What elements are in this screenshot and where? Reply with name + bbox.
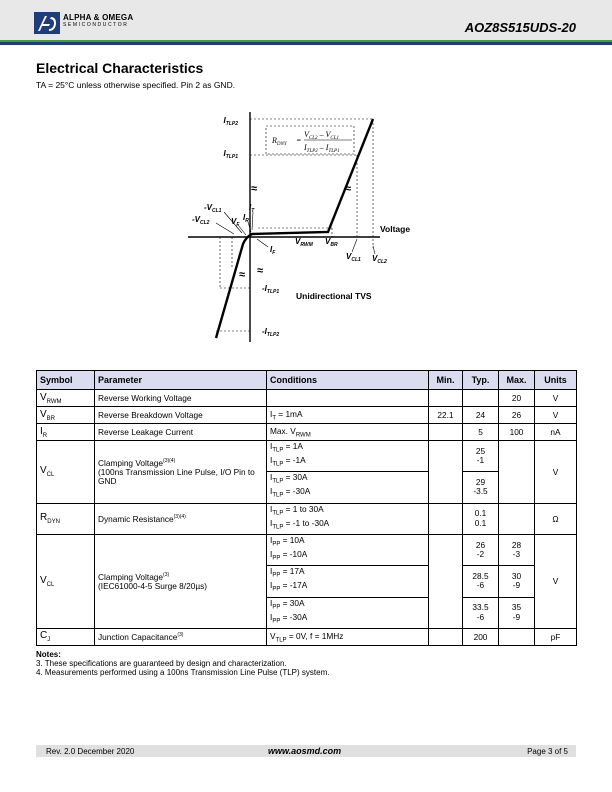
cell-typ: 26 -2 bbox=[463, 534, 499, 565]
cell-conditions: $V_{TLP} = 0V$, f = 1MHz bbox=[267, 628, 429, 645]
cell-typ: 29 -3.5 bbox=[463, 472, 499, 503]
footer-website[interactable]: www.aosmd.com bbox=[268, 746, 342, 756]
cell-min bbox=[429, 441, 463, 504]
cell-conditions: Max. $V_{RWM}$ bbox=[267, 424, 429, 441]
note-3: 3. These specifications are guaranteed by design and characterization. bbox=[36, 659, 287, 668]
cell-typ: 0.1 0.1 bbox=[463, 503, 499, 534]
notes-title: Notes: bbox=[36, 650, 61, 659]
cell-max: 20 bbox=[499, 390, 535, 407]
cell-parameter: Clamping Voltage$^{(3)}$ (IEC61000-4-5 Surge 8/20µs) bbox=[95, 534, 267, 628]
cell-min bbox=[429, 534, 463, 628]
header-parameter: Parameter bbox=[95, 371, 267, 390]
cell-typ: 24 bbox=[463, 407, 499, 424]
cell-symbol: $C_J$ bbox=[37, 628, 95, 645]
cell-parameter: Reverse Working Voltage bbox=[95, 390, 267, 407]
label-ir: $I_R$ bbox=[243, 213, 249, 224]
label-voltage: Voltage bbox=[380, 224, 411, 234]
cell-units: Ω bbox=[535, 503, 577, 534]
label-neg-vcl2: $-V_{CL2}$ bbox=[192, 215, 210, 226]
table-row-vrwm bbox=[37, 390, 577, 407]
cell-parameter: Reverse Leakage Current bbox=[95, 424, 267, 441]
section-title: Electrical Characteristics bbox=[36, 60, 204, 76]
header-stripe-blue bbox=[0, 42, 612, 45]
cell-max bbox=[499, 441, 535, 504]
label-vf: $V_F$ bbox=[231, 217, 240, 228]
cell-units: nA bbox=[535, 424, 577, 441]
cell-conditions: $I_{TLP} = 30A$ $I_{TLP} = -30A$ bbox=[267, 472, 429, 503]
cell-units: V bbox=[535, 407, 577, 424]
cell-typ bbox=[463, 390, 499, 407]
cell-min: 22.1 bbox=[429, 407, 463, 424]
table-row-vcl-surge bbox=[37, 534, 577, 565]
cell-max bbox=[499, 628, 535, 645]
label-vcl2: $V_{CL2}$ bbox=[372, 254, 387, 265]
cell-min bbox=[429, 390, 463, 407]
cell-min bbox=[429, 503, 463, 534]
formula-numerator: $V_{CL2} - V_{CL1}$ bbox=[304, 130, 340, 141]
label-neg-itlp2: $-I_{TLP2}$ bbox=[262, 327, 280, 338]
note-4: 4. Measurements performed using a 100ns Transmission Line Pulse (TLP) system. bbox=[36, 668, 330, 677]
cell-units: V bbox=[535, 441, 577, 504]
cell-max: 28 -3 bbox=[499, 534, 535, 565]
cell-typ: 5 bbox=[463, 424, 499, 441]
cell-conditions: $I_{PP} = 30A$ $I_{PP} = -30A$ bbox=[267, 597, 429, 628]
footer-revision: Rev. 2.0 December 2020 bbox=[46, 747, 135, 756]
company-logo-icon bbox=[34, 12, 60, 34]
header-conditions: Conditions bbox=[267, 371, 429, 390]
label-itlp1: $I_{TLP1}$ bbox=[223, 149, 238, 160]
table-header-row bbox=[37, 371, 577, 390]
cell-parameter: Clamping Voltage$^{(3)(4)}$ (100ns Transmission Line Pulse, I/O Pin to GND bbox=[95, 441, 267, 504]
company-name: ALPHA & OMEGA bbox=[63, 13, 134, 22]
cell-max: 30 -9 bbox=[499, 566, 535, 597]
label-vbr: $V_{BR}$ bbox=[325, 237, 338, 248]
table-row-rdyn bbox=[37, 503, 577, 534]
header-units: Units bbox=[535, 371, 577, 390]
label-neg-itlp1: $-I_{TLP1}$ bbox=[262, 284, 280, 295]
label-if: $I_F$ bbox=[270, 245, 276, 256]
cell-parameter: Dynamic Resistance$^{(3)(4)}$ bbox=[95, 503, 267, 534]
cell-conditions: $I_{PP} = 10A$ $I_{PP} = -10A$ bbox=[267, 534, 429, 565]
cell-min bbox=[429, 628, 463, 645]
label-vrwm: $V_{RWM}$ bbox=[295, 237, 313, 248]
iv-characteristic-diagram bbox=[180, 106, 430, 346]
cell-symbol: $V_{RWM}$ bbox=[37, 390, 95, 407]
cell-symbol: $I_R$ bbox=[37, 424, 95, 441]
header-typ: Typ. bbox=[463, 371, 499, 390]
cell-conditions: $I_{TLP} = 1$ to 30A $I_{TLP} = -1$ to -30A bbox=[267, 503, 429, 534]
electrical-characteristics-table bbox=[36, 370, 577, 646]
label-itlp2: $I_{TLP2}$ bbox=[223, 116, 238, 127]
notes bbox=[36, 650, 329, 677]
cell-conditions: $I_{TLP} = 1A$ $I_{TLP} = -1A$ bbox=[267, 441, 429, 472]
cell-symbol: $R_{DYN}$ bbox=[37, 503, 95, 534]
svg-text:≈: ≈ bbox=[238, 269, 246, 281]
cell-max: 26 bbox=[499, 407, 535, 424]
svg-text:≈: ≈ bbox=[250, 183, 258, 195]
iv-curve bbox=[216, 119, 373, 338]
cell-conditions bbox=[267, 390, 429, 407]
footer-page: Page 3 of 5 bbox=[527, 747, 568, 756]
table-row-vcl-tlp bbox=[37, 441, 577, 472]
header-min: Min. bbox=[429, 371, 463, 390]
cell-parameter: Reverse Breakdown Voltage bbox=[95, 407, 267, 424]
formula-denominator: $I_{TLP2} - I_{TLP1}$ bbox=[304, 143, 340, 154]
cell-min bbox=[429, 424, 463, 441]
footer bbox=[36, 745, 576, 757]
cell-units: V bbox=[535, 390, 577, 407]
header-max: Max. bbox=[499, 371, 535, 390]
cell-symbol: $V_{CL}$ bbox=[37, 441, 95, 504]
cell-typ: 200 bbox=[463, 628, 499, 645]
svg-text:≈: ≈ bbox=[344, 183, 352, 195]
section-subtitle: TA = 25°C unless otherwise specified. Pin 2 as GND. bbox=[36, 80, 236, 90]
label-it: $I_T$ bbox=[249, 203, 255, 214]
cell-symbol: $V_{BR}$ bbox=[37, 407, 95, 424]
diagram-caption: Unidirectional TVS bbox=[296, 291, 372, 301]
cell-conditions: $I_T = 1mA$ bbox=[267, 407, 429, 424]
table-row-cj bbox=[37, 628, 577, 645]
label-neg-vcl1: $-V_{CL1}$ bbox=[204, 203, 222, 214]
table-row-vbr bbox=[37, 407, 577, 424]
cell-units: V bbox=[535, 534, 577, 628]
cell-max bbox=[499, 503, 535, 534]
cell-max: 100 bbox=[499, 424, 535, 441]
cell-conditions: $I_{PP} = 17A$ $I_{PP} = -17A$ bbox=[267, 566, 429, 597]
cell-typ: 25 -1 bbox=[463, 441, 499, 472]
table-row-ir bbox=[37, 424, 577, 441]
cell-units: pF bbox=[535, 628, 577, 645]
label-vcl1: $V_{CL1}$ bbox=[346, 252, 361, 263]
cell-max: 35 -9 bbox=[499, 597, 535, 628]
header-symbol: Symbol bbox=[37, 371, 95, 390]
cell-symbol: $V_{CL}$ bbox=[37, 534, 95, 628]
company-subname: SEMICONDUCTOR bbox=[63, 22, 129, 28]
cell-typ: 33.5 -6 bbox=[463, 597, 499, 628]
svg-text:=: = bbox=[296, 136, 302, 145]
svg-text:≈: ≈ bbox=[256, 265, 264, 277]
cell-typ: 28.5 -6 bbox=[463, 566, 499, 597]
formula-lhs: $R_{DNY}$ bbox=[272, 136, 287, 147]
part-number: AOZ8S515UDS-20 bbox=[464, 20, 576, 35]
cell-parameter: Junction Capacitance$^{(3)}$ bbox=[95, 628, 267, 645]
